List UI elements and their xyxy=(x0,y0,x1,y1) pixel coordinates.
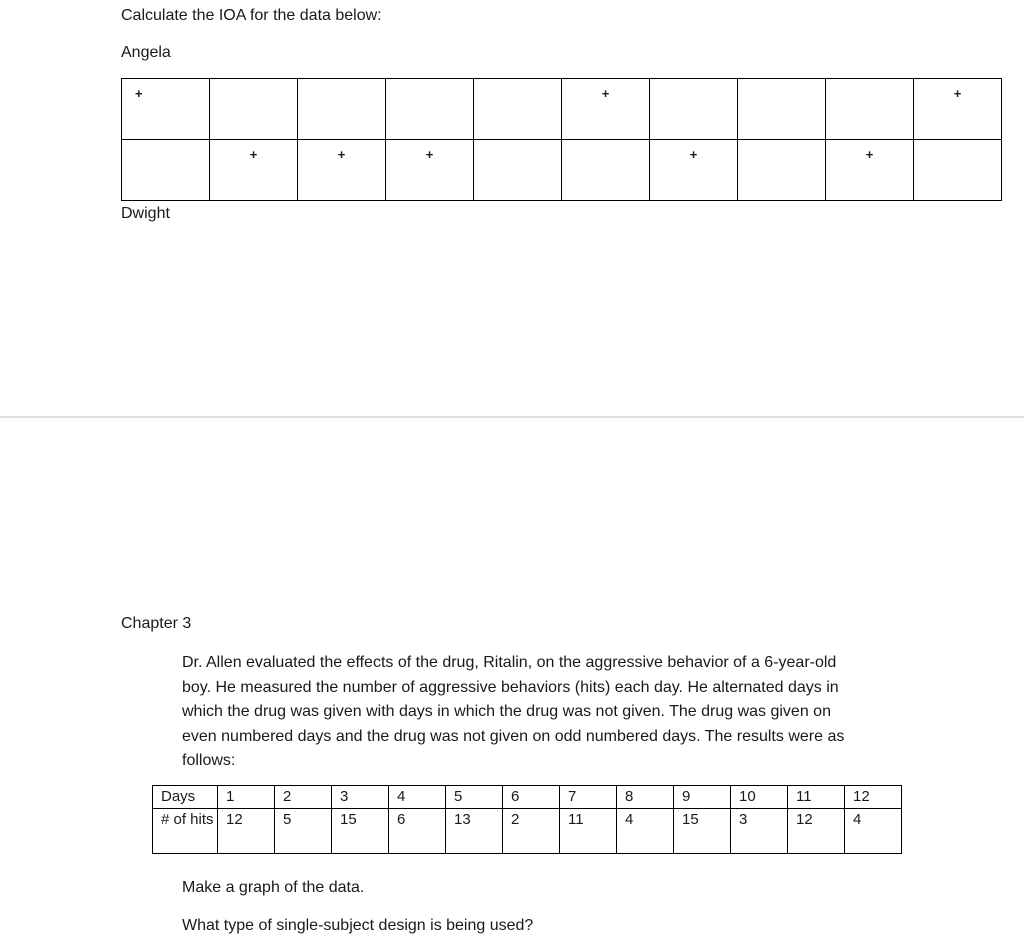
ioa-cell xyxy=(298,140,386,201)
hits-cell: 11 xyxy=(560,809,617,854)
row-label-hits: # of hits xyxy=(153,809,218,854)
ioa-cell xyxy=(298,79,386,140)
ioa-cell xyxy=(122,140,210,201)
ioa-row-dwight xyxy=(122,140,1002,201)
ioa-cell xyxy=(650,140,738,201)
observer-label-angela: Angela xyxy=(121,44,171,61)
problem-line: Dr. Allen evaluated the effects of the drug, Ritalin, on the aggressive behavior of a 6-year-old xyxy=(182,654,837,671)
ioa-cell xyxy=(562,140,650,201)
ioa-recording-grid xyxy=(121,78,1002,201)
worksheet-heading: Calculate the IOA for the data below: xyxy=(121,7,382,24)
day-cell: 2 xyxy=(275,786,332,809)
ioa-cell xyxy=(826,140,914,201)
day-cell: 3 xyxy=(332,786,389,809)
ioa-mark: + xyxy=(337,147,346,162)
hits-cell: 15 xyxy=(674,809,731,854)
hits-cell: 15 xyxy=(332,809,389,854)
ioa-cell xyxy=(738,79,826,140)
ioa-mark: + xyxy=(135,86,143,101)
ioa-mark: + xyxy=(249,147,258,162)
ioa-mark: + xyxy=(689,147,698,162)
ioa-cell xyxy=(474,140,562,201)
ioa-cell xyxy=(386,79,474,140)
days-row xyxy=(153,786,902,809)
graph-instruction: Make a graph of the data. xyxy=(182,879,365,896)
hits-cell: 3 xyxy=(731,809,788,854)
hits-row xyxy=(153,809,902,854)
problem-description xyxy=(182,651,882,774)
hits-cell: 4 xyxy=(617,809,674,854)
hits-cell: 6 xyxy=(389,809,446,854)
ioa-cell xyxy=(386,140,474,201)
ioa-cell xyxy=(826,79,914,140)
ioa-cell xyxy=(474,79,562,140)
ioa-mark: + xyxy=(953,86,962,101)
day-cell: 8 xyxy=(617,786,674,809)
problem-line: boy. He measured the number of aggressive behaviors (hits) each day. He alternated days in xyxy=(182,678,839,696)
day-cell: 7 xyxy=(560,786,617,809)
design-question: What type of single-subject design is being used? xyxy=(182,917,534,934)
observer-label-dwight: Dwight xyxy=(121,205,170,222)
ioa-row-angela xyxy=(122,79,1002,140)
hits-cell: 13 xyxy=(446,809,503,854)
hits-cell: 5 xyxy=(275,809,332,854)
ioa-cell xyxy=(210,140,298,201)
problem-line: follows: xyxy=(182,752,236,769)
day-cell: 10 xyxy=(731,786,788,809)
hits-cell: 4 xyxy=(845,809,902,854)
problem-line: which the drug was given with days in which the drug was not given. The drug was given on xyxy=(182,703,831,720)
ioa-cell xyxy=(562,79,650,140)
hits-cell: 2 xyxy=(503,809,560,854)
chapter-heading: Chapter 3 xyxy=(121,615,192,632)
day-cell: 5 xyxy=(446,786,503,809)
problem-line: even numbered days and the drug was not given on odd numbered days. The results were as xyxy=(182,727,845,745)
ioa-cell xyxy=(122,79,210,140)
day-cell: 11 xyxy=(788,786,845,809)
hits-cell: 12 xyxy=(788,809,845,854)
day-cell: 9 xyxy=(674,786,731,809)
hits-cell: 12 xyxy=(218,809,275,854)
ioa-cell xyxy=(738,140,826,201)
row-label-days: Days xyxy=(153,786,218,809)
day-cell: 1 xyxy=(218,786,275,809)
ioa-cell xyxy=(914,140,1002,201)
ioa-mark: + xyxy=(865,147,874,162)
ioa-cell xyxy=(210,79,298,140)
ioa-cell xyxy=(650,79,738,140)
day-cell: 12 xyxy=(845,786,902,809)
day-cell: 6 xyxy=(503,786,560,809)
ioa-cell xyxy=(914,79,1002,140)
ioa-mark: + xyxy=(601,86,610,101)
page-break-divider xyxy=(0,416,1024,418)
hits-data-table xyxy=(152,785,902,854)
ioa-mark: + xyxy=(425,147,434,162)
day-cell: 4 xyxy=(389,786,446,809)
